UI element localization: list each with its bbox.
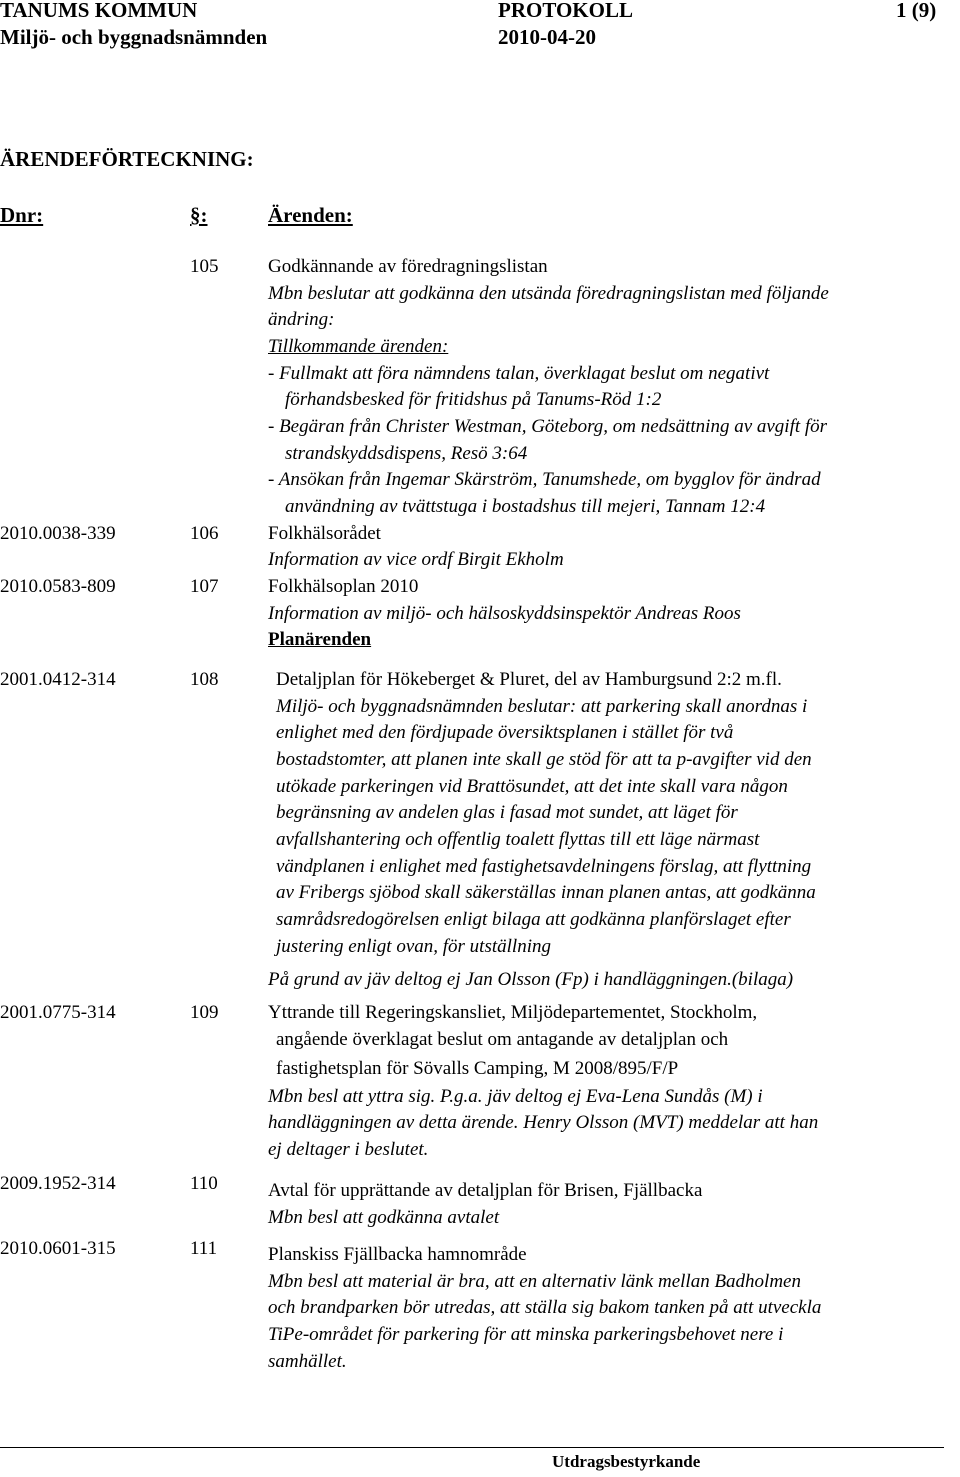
case-decision-line: samhället. [268,1351,347,1372]
case-decision-line: Information av miljö- och hälsoskyddsinspektör Andreas Roos [268,603,741,624]
case-decision-line: samrådsredogörelsen enligt bilaga att godkänna planförslaget efter [276,909,791,930]
case-title-line: fastighetsplan för Sövalls Camping, M 2008/895/F/P [276,1058,679,1079]
case-decision-line: Information av vice ordf Birgit Ekholm [268,549,564,570]
case-decision-line: ej deltager i beslutet. [268,1139,429,1160]
case-title: Planskiss Fjällbacka hamnområde [268,1244,527,1265]
case-title: Godkännande av föredragningslistan [268,256,548,277]
case-title: Folkhälsoplan 2010 [268,576,419,597]
case-dnr: 2010.0038-339 [0,523,116,544]
case-number: 108 [190,669,219,690]
case-decision-line: utökade parkeringen vid Brattösundet, att det inte skall vara någon [276,776,788,797]
case-decision-line: bostadstomter, att planen inte skall ge stöd för att ta p-avgifter vid den [276,749,812,770]
footer-rule [0,1447,944,1448]
case-decision-line: Mbn beslutar att godkänna den utsända föredragningslistan med följande [268,283,829,304]
case-number: 110 [190,1173,218,1194]
case-decision-line: Mbn besl att material är bra, att en alternativ länk mellan Badholmen [268,1271,801,1292]
case-decision-line: ändring: [268,309,335,330]
case-decision-line: - Ansökan från Ingemar Skärström, Tanumshede, om bygglov för ändrad [268,469,821,490]
column-header-dnr: Dnr: [0,203,44,227]
case-decision-line: Mbn besl att yttra sig. P.g.a. jäv deltog ej Eva-Lena Sundås (M) i [268,1086,763,1107]
case-title-line: angående överklagat beslut om antagande av detaljplan och [276,1029,729,1050]
footer-label: Utdragsbestyrkande [552,1452,701,1471]
case-decision-line: förhandsbesked för fritidshus på Tanums-Röd 1:2 [285,389,662,410]
case-dnr: 2010.0583-809 [0,576,116,597]
case-number: 109 [190,1002,219,1023]
subheading-plan-cases: Planärenden [268,629,372,650]
case-number: 106 [190,523,219,544]
org-name: TANUMS KOMMUN [0,0,198,22]
case-decision-line: vändplanen i enlighet med fastighetsavdelningens förslag, att flyttning [276,856,812,877]
section-title: ÄRENDEFÖRTECKNING: [0,147,254,171]
case-decision-line: och brandparken bör utredas, att ställa sig bakom tanken på att utveckla [268,1297,822,1318]
page-number: 1 (9) [896,0,937,22]
case-decision-line: handläggningen av detta ärende. Henry Olsson (MVT) meddelar att han [268,1112,819,1133]
case-dnr: 2001.0775-314 [0,1002,116,1023]
case-decision-line: enlighet med den fördjupade översiktsplanen i stället för två [276,722,734,743]
case-number: 105 [190,256,219,277]
case-number: 111 [190,1238,218,1259]
case-dnr: 2009.1952-314 [0,1173,116,1194]
committee-name: Miljö- och byggnadsnämnden [0,25,268,49]
case-decision-line: TiPe-området för parkering för att minska parkeringsbehovet nere i [268,1324,784,1345]
case-decision-line: användning av tvättstuga i bostadshus till mejeri, Tannam 12:4 [285,496,766,517]
meeting-date: 2010-04-20 [498,25,596,49]
case-note-line: På grund av jäv deltog ej Jan Olsson (Fp) i handläggningen.(bilaga) [268,969,794,990]
case-decision-line: Miljö- och byggnadsnämnden beslutar: att parkering skall anordnas i [276,696,808,717]
case-number: 107 [190,576,219,597]
case-dnr: 2001.0412-314 [0,669,116,690]
case-title: Detaljplan för Hökeberget & Pluret, del av Hamburgsund 2:2 m.fl. [276,669,782,690]
case-decision-line: strandskyddsdispens, Resö 3:64 [285,443,528,464]
case-decision-line: begränsning av andelen glas i fasad mot sundet, att läget för [276,802,738,823]
case-decision-line: - Fullmakt att föra nämndens talan, överklagat beslut om negativt [268,363,770,384]
case-decision-line: av Fribergs sjöbod skall säkerställas innan planen antas, att godkänna [276,882,816,903]
case-title: Avtal för upprättande av detaljplan för Brisen, Fjällbacka [268,1180,703,1201]
column-header-paragraph: §: [190,203,208,227]
case-decision-line: avfallshantering och offentlig toalett flyttas till ett läge närmast [276,829,760,850]
column-header-cases: Ärenden: [268,203,353,227]
case-decision-line: justering enligt ovan, för utställning [276,936,551,957]
case-decision-line: - Begäran från Christer Westman, Göteborg, om nedsättning av avgift för [268,416,828,437]
case-title: Yttrande till Regeringskansliet, Miljödepartementet, Stockholm, [268,1002,758,1023]
case-title: Folkhälsorådet [268,523,381,544]
document-type: PROTOKOLL [498,0,633,22]
case-decision-line: Tillkommande ärenden: [268,336,449,357]
case-decision-line: Mbn besl att godkänna avtalet [268,1207,500,1228]
case-dnr: 2010.0601-315 [0,1238,116,1259]
